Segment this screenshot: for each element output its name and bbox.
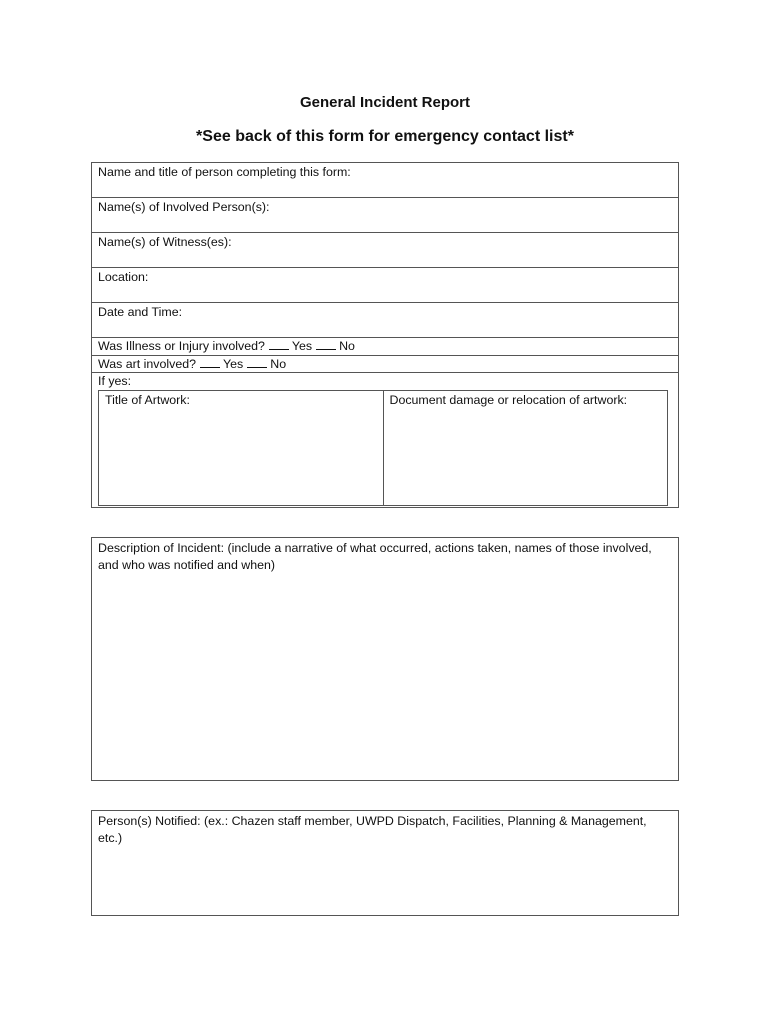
completer-label: Name and title of person completing this form: <box>98 165 351 179</box>
illness-no-blank[interactable] <box>316 338 336 350</box>
illness-yes-label: Yes <box>291 339 313 353</box>
art-question: Was art involved? <box>98 356 197 371</box>
location-label: Location: <box>98 270 149 284</box>
page-title: General Incident Report <box>299 94 471 111</box>
datetime-label: Date and Time: <box>98 305 183 319</box>
illness-row <box>92 338 678 356</box>
if-yes-label: If yes: <box>98 374 132 388</box>
art-no-label: No <box>270 356 287 371</box>
artwork-title-field[interactable] <box>99 391 383 505</box>
art-row <box>92 356 678 374</box>
art-yes-blank[interactable] <box>200 356 220 368</box>
involved-persons-field[interactable] <box>92 198 678 233</box>
art-no-blank[interactable] <box>247 356 267 368</box>
persons-notified-label: Person(s) Notified: (ex.: Chazen staff member, UWPD Dispatch, Facilities, Planning & Management, etc.) <box>98 814 647 845</box>
description-label: Description of Incident: (include a narrative of what occurred, actions taken, names of those involved, and who was notified and when) <box>98 541 652 572</box>
artwork-title-label: Title of Artwork: <box>105 393 190 407</box>
completer-field[interactable] <box>92 163 678 198</box>
page-subtitle: *See back of this form for emergency contact list* <box>196 128 574 145</box>
location-field[interactable] <box>92 268 678 303</box>
art-yes-label: Yes <box>223 356 244 371</box>
persons-notified-field[interactable] <box>91 810 679 916</box>
illness-yes-blank[interactable] <box>269 338 289 350</box>
description-field[interactable] <box>91 537 679 781</box>
artwork-damage-label: Document damage or relocation of artwork: <box>389 393 628 407</box>
artwork-table <box>98 390 668 506</box>
witness-label: Name(s) of Witness(es): <box>98 235 232 249</box>
illness-no-label: No <box>339 339 355 353</box>
artwork-damage-field[interactable] <box>383 391 668 505</box>
illness-question: Was Illness or Injury involved? <box>98 339 265 353</box>
if-yes-section <box>92 373 678 508</box>
incident-info-table <box>91 162 679 508</box>
involved-persons-label: Name(s) of Involved Person(s): <box>98 200 270 214</box>
witness-field[interactable] <box>92 233 678 268</box>
datetime-field[interactable] <box>92 303 678 338</box>
